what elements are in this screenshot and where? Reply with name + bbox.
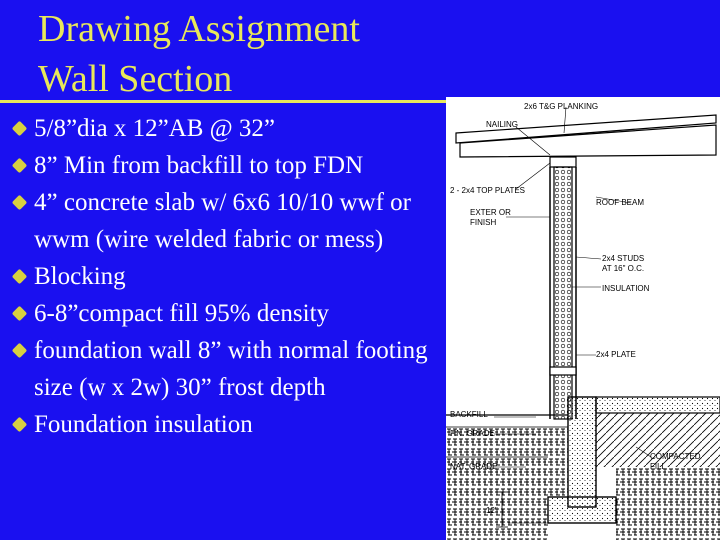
bullet-item: 8” Min from backfill to top FDN xyxy=(10,147,450,184)
label-fn-grade: F.N. GRADE xyxy=(450,429,495,438)
bullet-diamond-icon xyxy=(12,269,28,285)
wall-section-drawing xyxy=(446,97,720,540)
bullet-item: foundation wall 8” with normal footing size (w x 2w) 30” frost depth xyxy=(10,332,450,406)
bullet-diamond-icon xyxy=(12,343,28,359)
bullet-item: 4” concrete slab w/ 6x6 10/10 wwf or wwm (wire welded fabric or mess) xyxy=(10,184,450,258)
label-studs-spacing: AT 16" O.C. xyxy=(602,264,645,273)
bullet-item: 5/8”dia x 12”AB @ 32” xyxy=(10,110,450,147)
label-exter-or: EXTER OR xyxy=(470,208,511,217)
bullet-item: Blocking xyxy=(10,258,450,295)
label-nat-grade: NAT. GRADE xyxy=(450,462,498,471)
label-nailing: NAILING xyxy=(486,120,519,129)
natural-earth-right xyxy=(616,467,720,540)
footing xyxy=(548,497,616,523)
wall-insulation xyxy=(554,167,572,419)
wall-section-svg xyxy=(446,97,720,540)
title-rule xyxy=(0,100,450,103)
foundation-wall xyxy=(568,397,596,507)
label-insulation: INSULATION xyxy=(602,284,650,293)
bullet-list xyxy=(10,110,450,443)
bullet-diamond-icon xyxy=(12,417,28,433)
title-line-2: Wall Section xyxy=(38,58,233,100)
label-compacted: COMPACTED xyxy=(650,452,701,461)
bullet-item: 6-8”compact fill 95% density xyxy=(10,295,450,332)
label-top-plates: 2 - 2x4 TOP PLATES xyxy=(450,186,525,195)
slide-title xyxy=(38,4,360,104)
bullet-diamond-icon xyxy=(12,158,28,174)
bottom-plate xyxy=(550,367,576,375)
top-plates xyxy=(550,157,576,167)
label-finish: FINISH xyxy=(470,218,497,227)
label-fill: FILL xyxy=(650,462,667,471)
bullet-item: Foundation insulation xyxy=(10,406,450,443)
label-studs: 2x4 STUDS xyxy=(602,254,645,263)
label-roof-beam: ROOF BEAM xyxy=(596,198,645,207)
label-backfill: BACKFILL xyxy=(450,410,488,419)
label-dimension: 12" xyxy=(486,506,498,515)
bullet-diamond-icon xyxy=(12,195,28,211)
title-line-1: Drawing Assignment xyxy=(38,8,360,50)
label-plate: 2x4 PLATE xyxy=(596,350,636,359)
concrete-slab xyxy=(596,397,720,413)
label-planking: 2x6 T&G PLANKING xyxy=(524,102,599,111)
bullet-diamond-icon xyxy=(12,121,28,137)
bullet-diamond-icon xyxy=(12,306,28,322)
